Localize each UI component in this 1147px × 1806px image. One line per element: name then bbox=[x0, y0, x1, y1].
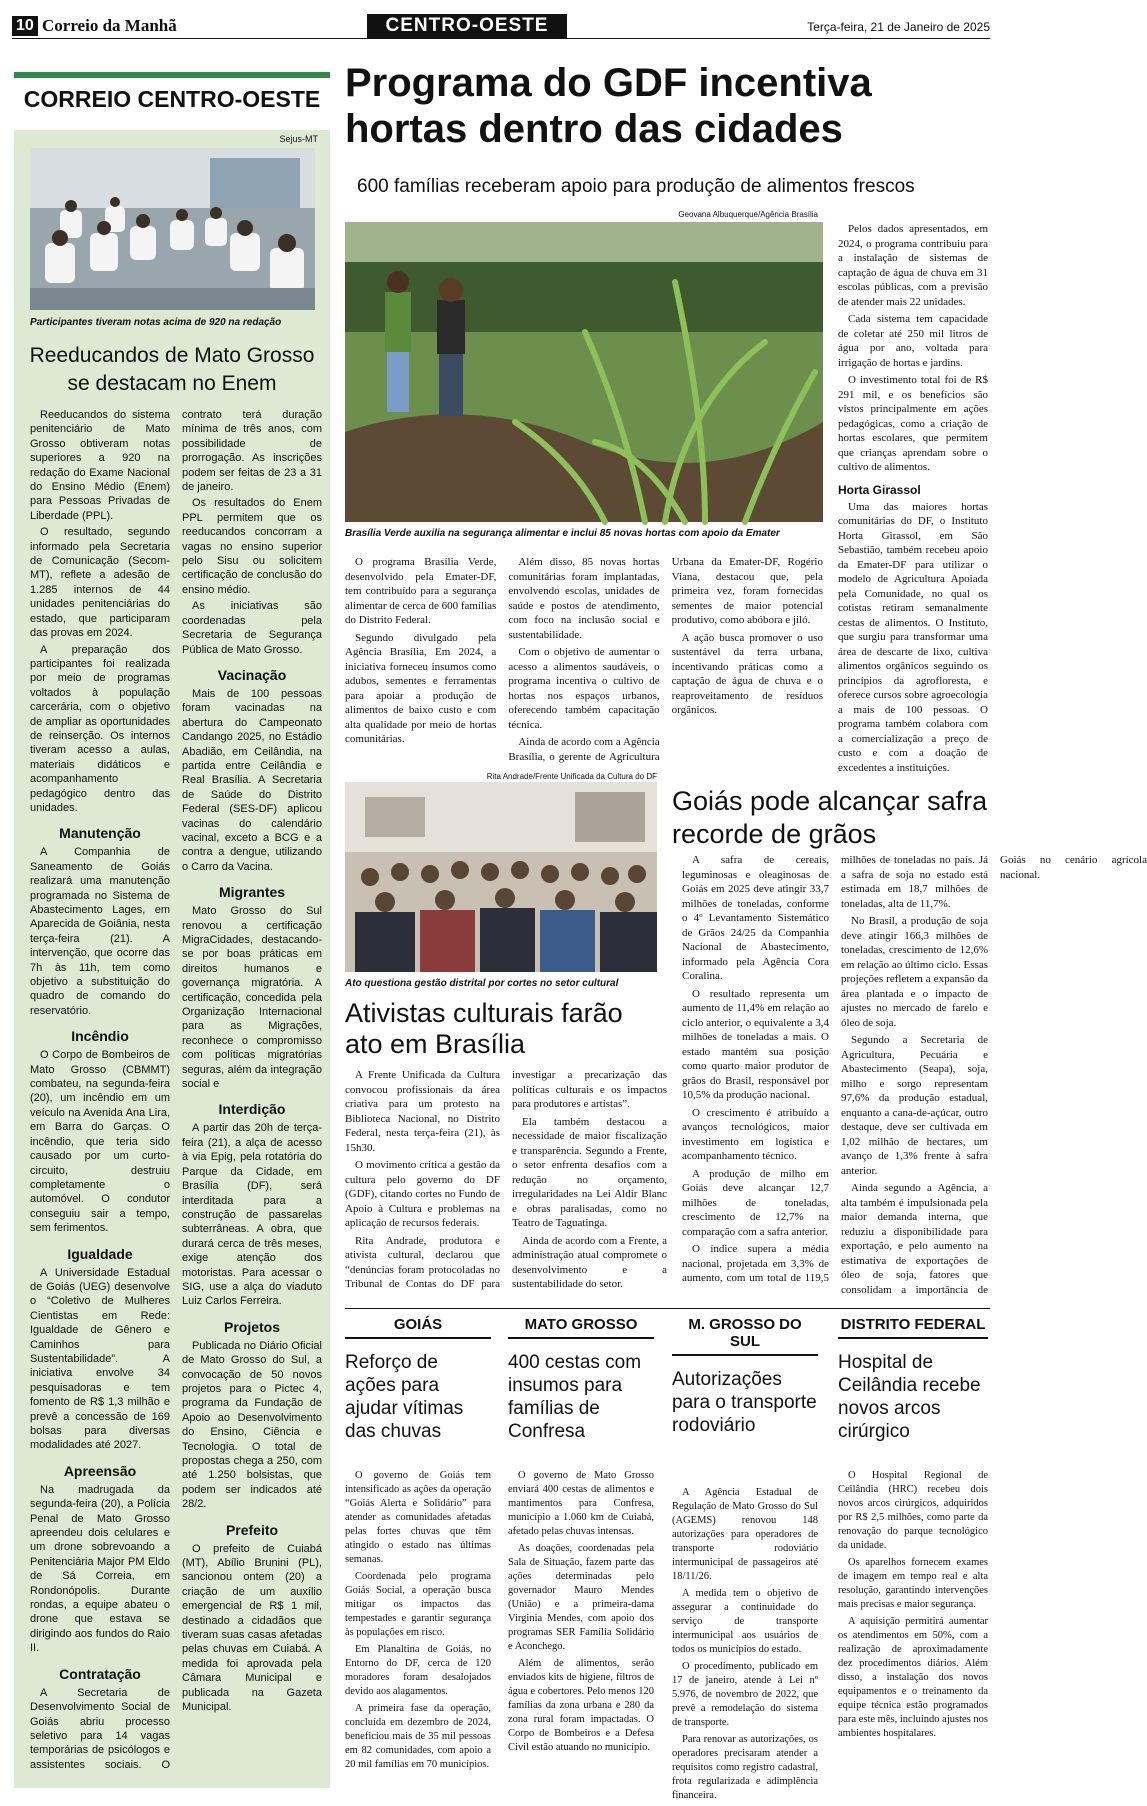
brief-mato-grosso bbox=[508, 1316, 654, 1758]
paragraph: O índice supera a média nacional, projetada em 3,3% de aumento, com um total de 119,5 milhões de toneladas no país. Já a safra de soja no estado está estimada em 18,7 milhões de toneladas, alta de 11,7%. bbox=[682, 854, 988, 1284]
brief-body bbox=[838, 1469, 988, 1741]
harvest-headline: Goiás pode alcançar safra recorde de grãos bbox=[672, 786, 988, 849]
brief-body bbox=[508, 1469, 654, 1755]
paragraph: O resultado representa um aumento de 11,4% em relação ao ciclo anterior, o equivalente a 3,4 milhões de toneladas a mais. O estado mantém sua posição como quarto maior produtor de grãos do Brasil, responsável por 10,5% da produção nacional. bbox=[682, 987, 829, 1101]
photo-caption: Ato questiona gestão distrital por cortes no setor cultural bbox=[345, 978, 619, 989]
photo-caption: Participantes tiveram notas acima de 920 na redação bbox=[30, 317, 282, 328]
paragraph: O programa Brasília Verde, desenvolvido pela Emater-DF, tem contribuído para a segurança alimentar de cerca de 600 famílias do Distrito Federal. bbox=[345, 556, 497, 626]
activists-article-body bbox=[345, 1068, 667, 1296]
brief-text: O Corpo de Bombeiros de Mato Grosso (CBMMT) combateu, na segunda-feira (20), um incêndio em um veículo na Avenida Ana Lira, em Barra do Garças. O incêndio, que teria sido causado por um curto-circuito, destruiu completamente o automóvel. O condutor conseguiu sair a tempo, sem ferimentos. bbox=[30, 1049, 170, 1235]
paragraph: Ainda de acordo com a Frente, a administração atual compromete o desenvolvimento e a sustentabilidade do setor. bbox=[512, 1234, 667, 1290]
left-column-text bbox=[30, 408, 322, 1778]
paragraph: A produção de milho em Goiás deve alcançar 12,7 milhões de toneladas, crescimento de 12,7% na comparação com a safra anterior. bbox=[682, 1167, 829, 1238]
brief-headline: Autorizações para o transporte rodoviário bbox=[672, 1369, 817, 1436]
brief-text: O prefeito de Cuiabá (MT), Abílio Brunini (PL), sancionou ontem (20) a criação de um auxílio emergencial de R$ 1 mil, destinado a cidadãos que tiveram suas casas afetadas pelas chuvas em Cuiabá. A medida foi aprovada pela Câmara Municipal e publicada na Gazeta Municipal. bbox=[182, 1542, 322, 1714]
left-column-accent-bar bbox=[14, 72, 330, 78]
brief-goias bbox=[345, 1316, 491, 1775]
brief-text: A Secretaria de Desenvolvimento Social de Goiás abriu processo seletivo para 14 vagas temporárias de psicólogos e assistentes sociais. O contrato terá duração mínima de três anos, com possibilidade de prorrogação. As inscrições podem ser feitas de 23 a 31 de janeiro. bbox=[30, 409, 322, 1771]
photo-caption: Brasília Verde auxilia na segurança alimentar e inclui 85 novas hortas com apoio da Emater bbox=[345, 528, 780, 539]
brief-text: Mais de 100 pessoas foram vacinadas na abertura do Campeonato Candango 2025, no Estádio Abadião, em Ceilândia, na partida entre Ceilândia e Real Brasília. A Secretaria de Saúde do Distrito Federal (SES-DF) aplicou vacinas do calendário vacinal, exceto a BCG e a contra a dengue, utilizando o Carro da Vacina. bbox=[182, 687, 322, 873]
paragraph: Uma das maiores hortas comunitárias do DF, o Instituto Horta Girassol, em São Sebastião, também recebeu apoio da Emater-DF para utilizar o modelo de Agricultura Apoiada pela Comunidade, no qual os cotistas retiram semanalmente cestas de alimentos. O Instituto, que surgiu para transformar uma área de descarte de lixo, cultiva alimentos orgânicos seguindo os princípios da agrofloresta, e oferece cursos sobre agroecologia a mais de 100 pessoas. O programa também colabora com a comercialização a preço de custo e com a doação de excedentes a instituições. bbox=[838, 500, 988, 774]
paragraph: Ainda segundo a Agência, a alta também é impulsionada pela maior demanda interna, que reduziu a disponibilidade para exportação, e pelo aumento na estimativa de exportações de óleo de soja, fatores que consolidam a importância de Goiás no cenário agrícola nacional. bbox=[841, 854, 1147, 1296]
brief-headline: Hospital de Ceilândia recebe novos arcos cirúrgico bbox=[838, 1352, 981, 1442]
brief-tag: MATO GROSSO bbox=[508, 1316, 654, 1339]
brief-title: Igualdade bbox=[67, 1245, 133, 1262]
brief-tag: DISTRITO FEDERAL bbox=[838, 1316, 988, 1339]
brief-headline: Reforço de ações para ajudar vítimas das chuvas bbox=[345, 1352, 464, 1442]
brief-title: Incêndio bbox=[71, 1028, 129, 1045]
brief-tag: GOIÁS bbox=[345, 1316, 491, 1339]
brief-text: Mato Grosso do Sul renovou a certificação MigraCidades, destacando-se por boas práticas em direitos humanos e governança migratória. A certificação, concedida pela Organização Internacional para as Migrações, reconhece o compromisso com políticas migratórias seguras, além da integração social e bbox=[182, 905, 322, 1091]
left-headline: Reeducandos de Mato Grosso se destacam no Enem bbox=[29, 344, 315, 395]
paragraph: O investimento total foi de R$ 291 mil, e os benefícios são vistos principalmente em ações pedagógicas, como a criação de hortas escolares, que permitem que crianças aprendam sobre o cultivo de alimentos. bbox=[838, 374, 988, 473]
section-label: CENTRO-OESTE bbox=[367, 14, 567, 38]
paragraph: Segundo divulgado pela Agência Brasília, Em 2024, a iniciativa forneceu insumos como adubos, sementes e ferramentas para apoiar a produção de alimentos de baixo custo e com alta qualidade por meio de hortas comunitárias. bbox=[345, 631, 497, 745]
paragraph: Com o objetivo de aumentar o acesso a alimentos saudáveis, o programa incentiva o cultivo de hortas nos espaços urbanos, oferecendo também capacitação técnica. bbox=[508, 646, 660, 731]
paragraph: As iniciativas são coordenadas pela Secretaria de Segurança Pública de Mato Grosso. bbox=[182, 600, 322, 656]
brief-title: Apreensão bbox=[63, 1462, 137, 1479]
paragraph: A Frente Unificada da Cultura convocou profissionais da área criativa para um protesto na Biblioteca Nacional, no Distrito Federal, nesta terça-feira (21), às 15h30. bbox=[345, 1069, 500, 1154]
paragraph: Em Planaltina de Goiás, no Entorno do DF, cerca de 120 moradores foram desalojados devido aos alagamentos. bbox=[345, 1644, 491, 1697]
masthead-divider bbox=[12, 38, 990, 39]
paragraph: A ação busca promover o uso sustentável da terra urbana, incentivando práticas como a captação de água de chuva e o reaproveitamento de resíduos orgânicos. bbox=[671, 631, 823, 716]
brief-text: A partir das 20h de terça-feira (21), a alça de acesso à via Epig, pela rotatória do Parque da Cidade, em Brasília (DF), será interditada para a construção de passarelas subterrâneas. A obra, que durará cerca de três meses, exige atenção dos motoristas. Para acessar o SIG, use a alça do viaduto Luiz Carlos Ferreira. bbox=[182, 1122, 322, 1308]
newspaper-name: Correio da Manhã bbox=[42, 16, 177, 35]
paragraph: O Hospital Regional de Ceilândia (HRC) recebeu dois novos arcos cirúrgicos, adquiridos por R$ 2,5 milhões, como parte da renovação do parque tecnológico da unidade. bbox=[838, 1470, 988, 1551]
brief-body bbox=[345, 1469, 491, 1772]
brief-body bbox=[672, 1486, 818, 1803]
brief-text: Na madrugada da segunda-feira (20), a Polícia Penal de Mato Grosso apreendeu dois celulares e um drone sobrevoando a Penitenciária Major PM Eldo de Sá Correia, em Rondonópolis. Durante rondas, a equipe abateu o drone que estava se dirigindo aos fundos do Raio II. bbox=[30, 1483, 170, 1655]
brief-title: Interdição bbox=[218, 1101, 286, 1118]
brief-text: A Companhia de Saneamento de Goiás realizará uma manutenção programada no Sistema de Abastecimento Lages, em Aparecida de Goiânia, nesta terça-feira (21). A intervenção, que ocorre das 7h às 11h, tem como objetivo a substituição do quadro de comando do reservatório. bbox=[30, 846, 170, 1017]
activists-headline: Ativistas culturais farão ato em Brasília bbox=[345, 998, 623, 1059]
photo-credit: Geovana Albuquerque/Agência Brasília bbox=[678, 210, 818, 219]
paragraph: Para renovar as autorizações, os operadores precisaram atender a requisitos como registro cadastral, frota regularizada e adimplência financeira. bbox=[672, 1734, 818, 1801]
left-column bbox=[14, 72, 330, 1788]
edition-date: Terça-feira, 21 de Janeiro de 2025 bbox=[807, 20, 990, 34]
subhead: Horta Girassol bbox=[838, 482, 921, 497]
paragraph: No Brasil, a produção de soja deve atingir 166,3 milhões de toneladas, crescimento de 12,6% em relação ao último ciclo. Essas projeções refletem a expansão da área plantada e o impacto de ajustes no mercado de farelo e óleo de soja. bbox=[841, 915, 988, 1029]
paragraph: A primeira fase da operação, concluída em dezembro de 2024, beneficiou mais de 35 mil pessoas em 82 comunidades, com apoio a 20 mil famílias em 70 municípios. bbox=[345, 1703, 491, 1770]
paragraph: Rita Andrade, produtora e ativista cultural, declarou que “denúncias foram protocoladas no Tribunal de Contas do DF para investigar a precarização das políticas culturais e os impactos para produtores e artistas”. bbox=[345, 1069, 667, 1290]
brief-title: Prefeito bbox=[225, 1521, 279, 1538]
brief-headline: 400 cestas com insumos para famílias de Confresa bbox=[508, 1352, 642, 1442]
page-number: 10 bbox=[12, 16, 38, 36]
paragraph: Coordenada pelo programa Goiás Social, a operação busca mitigar os impactos das tempestades e garantir segurança às populações em risco. bbox=[345, 1571, 491, 1638]
photo-credit: Rita Andrade/Frente Unificada da Cultura do DF bbox=[486, 772, 657, 781]
paragraph: Além disso, 85 novas hortas comunitárias foram implantadas, envolvendo escolas, unidades de saúde e postos de atendimento, com foco na inclusão social e sustentabilidade. bbox=[508, 556, 660, 641]
paragraph: A aquisição permitirá aumentar os atendimentos em 50%, com a realização de aproximadamente dez procedimentos diários. Além disso, a instalação dos novos equipamentos e o treinamento da equipe técnica estão programados para este mês, incluindo ajustes nos ambientes hospitalares. bbox=[838, 1616, 988, 1739]
paragraph: Pelos dados apresentados, em 2024, o programa contribuiu para a instalação de sistemas de captação de água de chuva em 31 escolas públicas, com a previsão de atender mais 22 unidades. bbox=[838, 223, 988, 308]
paragraph: O governo de Goiás tem intensificado as ações da operação “Goiás Alerta e Solidário” para atender as comunidades afetadas pelas fortes chuvas que têm atingido o estado nas últimas semanas. bbox=[345, 1470, 491, 1565]
paragraph: A medida tem o objetivo de assegurar a continuidade do serviço de transporte intermunicipal aos usuários de todos os municípios do estado. bbox=[672, 1588, 818, 1655]
brief-tag: M. GROSSO DO SUL bbox=[672, 1316, 818, 1356]
main-article-continued bbox=[838, 222, 988, 778]
brief-title: Projetos bbox=[223, 1318, 280, 1335]
paragraph: Segundo a Secretaria de Agricultura, Pecuária e Abastecimento (Seapa), soja, milho e sorgo representam 97,6% da produção estadual, enquanto a cana-de-açúcar, outro destaque, deve ser cultivada em 1,02 milhão de hectares, um avanço de 1,3% frente à safra anterior. bbox=[841, 1034, 988, 1177]
paragraph: A preparação dos participantes foi realizada por meio de programas voltados à população carcerária, com o objetivo de ampliar as oportunidades de reinserção. Os internos tiveram acesso a aulas, materiais didáticos e acompanhamento pedagógico dentro das unidades. bbox=[30, 643, 170, 814]
paragraph: Os resultados do Enem PPL permitem que os reeducandos concorram a vagas no ensino superior pelo Sisu ou solicitem certificação de conclusão do ensino médio. bbox=[182, 497, 322, 596]
brief-title: Vacinação bbox=[217, 666, 287, 683]
paragraph: A safra de cereais, leguminosas e oleaginosas de Goiás em 2025 deve atingir 33,7 milhões de toneladas, conforme o 4º Levantamento Sistemático de Grãos 24/25 da Companhia Nacional de Abastecimento, informado pela Agência Cora Coralina. bbox=[682, 854, 829, 982]
paragraph: Cada sistema tem capacidade de coletar até 250 mil litros de água por ano, voltada para irrigação de hortas e jardins. bbox=[838, 313, 988, 369]
main-headline: Programa do GDF incentiva hortas dentro das cidades bbox=[345, 61, 872, 151]
paragraph: Reeducandos do sistema penitenciário de Mato Grosso obtiveram notas superiores a 920 na redação do Exame Nacional do Ensino Médio (Enem) para Pessoas Privadas de Liberdade (PPL). bbox=[30, 409, 170, 522]
harvest-article-body bbox=[682, 853, 1147, 1298]
enem-classroom-photo bbox=[30, 148, 315, 310]
main-article-body bbox=[345, 555, 823, 765]
brief-text: A Universidade Estadual de Goiás (UEG) desenvolve o “Coletivo de Mulheres Cientistas em Rede: Igualdade de Gênero e Caminhos para Sustentabilidade”. A iniciativa envolve 34 pesquisadoras e tem fomento de R$ 1,3 milhão e prevê a concessão de 169 bolsas para diversas modalidades até 2027. bbox=[30, 1266, 170, 1452]
paragraph: O governo de Mato Grosso enviará 400 cestas de alimentos e mantimentos para Confresa, município a 1.060 km de Cuiabá, afetado pelas chuvas intensas. bbox=[508, 1470, 654, 1537]
brief-title: Contratação bbox=[59, 1665, 141, 1682]
paragraph: O resultado, segundo informado pela Secretaria de Comunicação (Secom-MT), reflete a adesão de 1.285 internos de 44 unidades penitenciárias do estado, que participaram das provas em 2024. bbox=[30, 526, 170, 640]
paragraph: A Agência Estadual de Regulação de Mato Grosso do Sul (AGEMS) renovou 148 autorizações para operadores de transporte rodoviário intermunicipal de passageiros até 18/11/26. bbox=[672, 1487, 818, 1582]
brief-text: Publicada no Diário Oficial de Mato Grosso do Sul, a convocação de 50 novos projetos para o Pictec 4, programa da Fundação de Apoio ao Desenvolvimento do Ensino, Ciência e Tecnologia. O total de propostas chega a 250, com até 1.250 bolsistas, que podem ser indicados até 28/2. bbox=[182, 1339, 322, 1511]
brief-distrito-federal bbox=[838, 1316, 988, 1744]
paragraph: As doações, coordenadas pela Sala de Situação, fazem parte das ações determinadas pelo governador Mauro Mendes (União) e a primeira-dama Virginia Mendes, com apoio dos programas SER Família Solidário e Aconchego. bbox=[508, 1543, 654, 1652]
activists-group-photo bbox=[345, 782, 657, 972]
paragraph: Os aparelhos fornecem exames de imagem em tempo real e alta resolução, garantindo intervenções mais precisas e maior segurança. bbox=[838, 1557, 988, 1610]
paragraph: Ela também destacou a necessidade de maior fiscalização e transparência. Segundo a Frente, o setor enfrenta desafios com a redução no orçamento, irregularidades na Lei Aldir Blanc e obras paralisadas, como no Teatro de Taguatinga. bbox=[512, 1115, 667, 1229]
brief-title: Manutenção bbox=[59, 825, 141, 842]
paragraph: Além de alimentos, serão enviados kits de higiene, filtros de água e cobertores. Pelo menos 120 famílias da zona urbana e 280 da zona rural foram impactadas. O Corpo de Bombeiros e a Defesa Civil estão atuando no município. bbox=[508, 1658, 654, 1753]
urban-garden-photo bbox=[345, 222, 823, 522]
masthead bbox=[12, 14, 990, 40]
paragraph: O crescimento é atribuído a avanços tecnológicos, maior investimento em logística e acompanhamento técnico. bbox=[682, 1106, 829, 1162]
left-column-title: CORREIO CENTRO-OESTE bbox=[23, 86, 321, 112]
paragraph: Ainda de acordo com a Agência Brasília, o gerente de Agricultura Urbana da Emater-DF, Rogério Viana, destacou que, pela primeira vez, foram fornecidas sementes de maior potencial produtivo, como abóbora e jiló. bbox=[508, 556, 823, 763]
main-subheadline: 600 famílias receberam apoio para produção de alimentos frescos bbox=[357, 176, 915, 197]
briefs-divider bbox=[345, 1308, 990, 1309]
photo-credit: Sejus-MT bbox=[279, 134, 318, 144]
brief-mato-grosso-do-sul bbox=[672, 1316, 818, 1806]
paragraph: O movimento critica a gestão da cultura pelo governo do DF (GDF), citando cortes no Fundo de Apoio à Cultura e problemas na aplicação de recursos federais. bbox=[345, 1159, 500, 1229]
paragraph: O procedimento, publicado em 17 de janeiro, atende à Lei nº 5.976, de novembro de 2022, que prevê a remodelação do sistema de transporte. bbox=[672, 1661, 818, 1728]
brief-title: Migrantes bbox=[218, 884, 286, 901]
